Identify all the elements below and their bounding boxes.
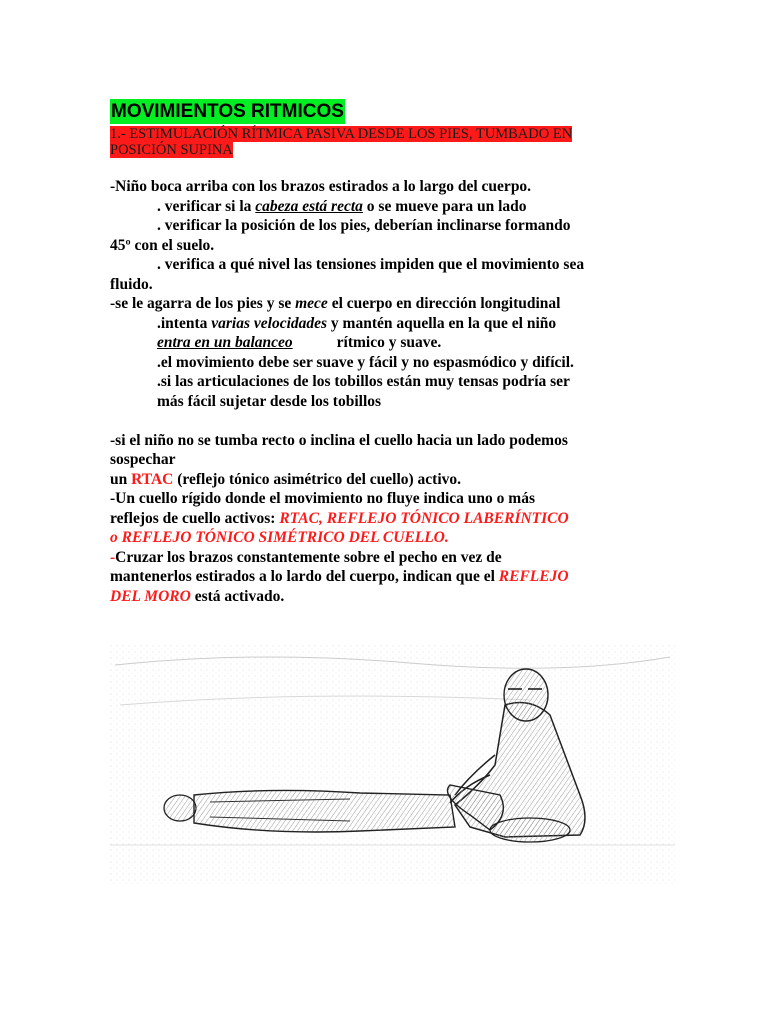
- line: o REFLEJO TÓNICO SIMÉTRICO DEL CUELLO.: [110, 529, 449, 546]
- line: más fácil sujetar desde los tobillos: [157, 392, 382, 410]
- line: mantenerlos estirados a lo lardo del cuerpo, indican que el REFLEJO: [110, 568, 569, 585]
- line: . verifica a qué nivel las tensiones impiden que el movimiento sea: [157, 256, 585, 273]
- line: fluido.: [110, 275, 153, 293]
- line: -Niño boca arriba con los brazos estirados a lo largo del cuerpo.: [110, 178, 532, 195]
- illustration: [110, 645, 675, 885]
- line: -si el niño no se tumba recto o inclina el cuello hacia un lado podemos: [110, 431, 568, 449]
- line: DEL MORO está activado.: [110, 587, 285, 605]
- line: -Un cuello rígido donde el movimiento no fluye indica uno o más: [110, 490, 535, 507]
- line: .intenta varias velocidades y mantén aquella en la que el niño: [157, 314, 557, 332]
- line: . verificar si la cabeza está recta o se mueve para un lado: [157, 197, 527, 215]
- body-text: [110, 177, 670, 606]
- line: 45º con el suelo.: [110, 236, 215, 254]
- section-subtitle: [110, 126, 630, 158]
- rocking-exercise-illustration: [110, 645, 675, 885]
- line: . verificar la posición de los pies, deberían inclinarse formando: [157, 217, 571, 234]
- line: entra en un balanceo rítmico y suave.: [157, 334, 442, 351]
- line: -Cruzar los brazos constantemente sobre el pecho en vez de: [110, 548, 502, 566]
- line: sospechar: [110, 451, 176, 468]
- line: .si las articulaciones de los tobillos están muy tensas podría ser: [157, 373, 570, 390]
- line: reflejos de cuello activos: RTAC, REFLEJO TÓNICO LABERÍNTICO: [110, 509, 569, 527]
- page-title: MOVIMIENTOS RITMICOS: [111, 101, 344, 122]
- subtitle-text: 1.- ESTIMULACIÓN RÍTMICA PASIVA DESDE LOS PIES, TUMBADO EN POSICIÓN SUPINA: [110, 126, 573, 158]
- line: un RTAC (reflejo tónico asimétrico del cuello) activo.: [110, 470, 462, 488]
- line: .el movimiento debe ser suave y fácil y no espasmódico y difícil.: [157, 353, 574, 371]
- line: -se le agarra de los pies y se mece el cuerpo en dirección longitudinal: [110, 295, 561, 312]
